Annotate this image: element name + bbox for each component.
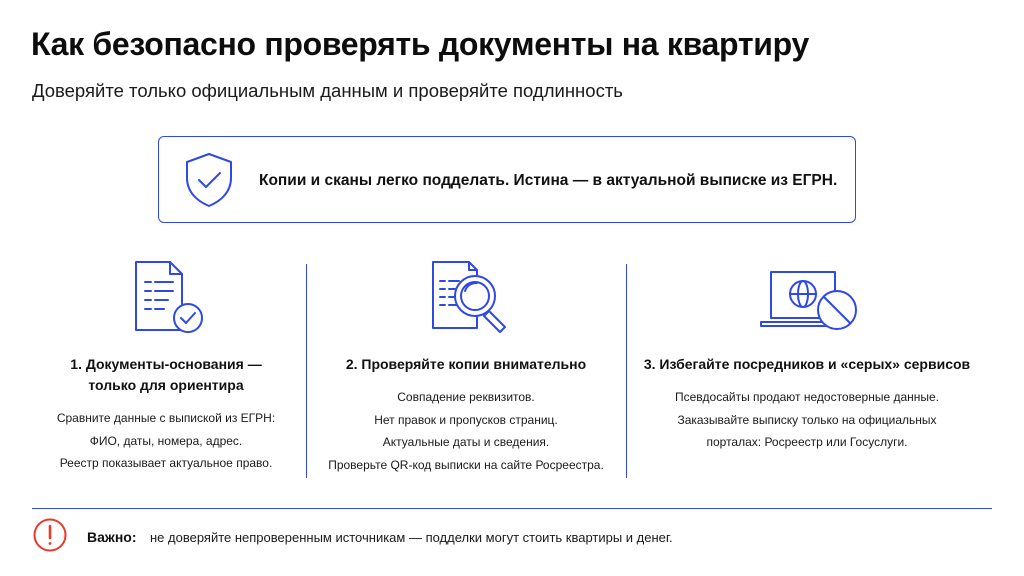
warning-label: Важно: [87,529,137,545]
document-check-icon [126,258,206,336]
tip-column-services [632,258,982,454]
tip-column-originals [32,258,300,475]
column-divider [626,264,627,478]
key-message-callout [158,136,856,223]
tip-title-services: 3. Избегайте посредников и «серых» сервисов [643,356,971,372]
callout-text: Копии и сканы легко подделать. Истина — в актуальной выписке из ЕГРН. [259,172,838,189]
page-subtitle: Доверяйте только официальным данным и проверяйте подлинность [32,80,623,101]
document-magnifier-icon [421,258,511,336]
tip-body-services: Псевдосайты продают недостоверные данные. Заказывайте выписку только на официальных порталах: Росреестр или Госуслуги. [674,390,940,449]
shield-check-icon [183,151,235,209]
tip-body-originals: Сравните данные с выпиской из ЕГРН: ФИО, даты, номера, адрес. Реестр показывает актуальное право. [56,411,276,470]
footer-divider [32,508,992,509]
tip-body-copies: Совпадение реквизитов. Нет правок и пропусков страниц. Актуальные даты и сведения. Проверьте QR-код выписки на сайте Росреестра. [328,390,604,472]
warning-text: не доверяйте непроверенным источникам — подделки могут стоить квартиры и денег. [150,530,673,545]
tip-title-copies: 2. Проверяйте копии внимательно [345,356,587,372]
tip-title-originals: 1. Документы-основания — только для ориентира [70,356,262,393]
page-title: Как безопасно проверять документы на квартиру [31,26,809,62]
laptop-globe-blocked-icon [755,258,859,336]
exclamation-circle-icon [33,518,67,552]
tip-column-copies [312,258,620,476]
column-divider [306,264,307,478]
